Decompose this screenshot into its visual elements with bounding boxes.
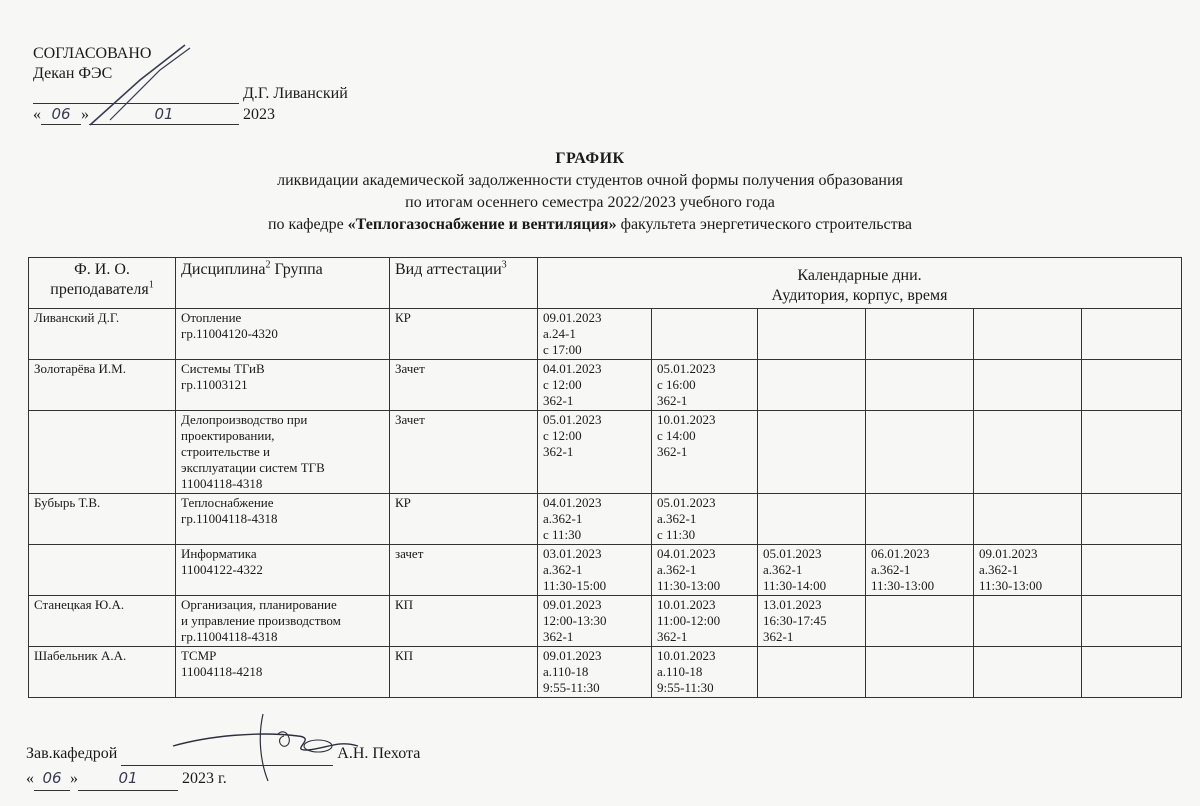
- calendar-cell: 04.01.2023 с 12:00 362-1: [538, 360, 652, 411]
- attestation-cell: зачет: [390, 545, 538, 596]
- calendar-cell: [974, 411, 1082, 494]
- date-quote-close: »: [81, 106, 89, 123]
- teacher-cell: Бубырь Т.В.: [29, 494, 176, 545]
- calendar-cell: [1082, 309, 1182, 360]
- calendar-cell: [652, 309, 758, 360]
- calendar-cell: 05.01.2023 а.362-1 11:30-14:00: [758, 545, 866, 596]
- calendar-cell: 05.01.2023 а.362-1 с 11:30: [652, 494, 758, 545]
- header-teacher: Ф. И. О. преподавателя$^1$: [29, 258, 176, 309]
- calendar-cell: 09.01.2023 а.24-1 с 17:00: [538, 309, 652, 360]
- calendar-cell: [974, 647, 1082, 698]
- table-row: [29, 360, 1182, 411]
- table-row: [29, 545, 1182, 596]
- attestation-cell: Зачет: [390, 360, 538, 411]
- table-row: [29, 596, 1182, 647]
- schedule-body: [29, 309, 1182, 698]
- teacher-cell: Ливанский Д.Г.: [29, 309, 176, 360]
- teacher-cell: Шабельник А.А.: [29, 647, 176, 698]
- discipline-cell: Делопроизводство при проектировании, строительстве и эксплуатации систем ТГВ 11004118-4318: [176, 411, 390, 494]
- discipline-cell: ТСМР 11004118-4218: [176, 647, 390, 698]
- attestation-cell: КР: [390, 494, 538, 545]
- attestation-cell: КП: [390, 647, 538, 698]
- footer-quote-close: »: [70, 770, 78, 787]
- footer-month: 01: [78, 766, 178, 791]
- approval-year: 2023: [243, 106, 275, 123]
- calendar-cell: [866, 360, 974, 411]
- header-calendar: Календарные дни. Аудитория, корпус, время: [538, 258, 1182, 309]
- document-title: [0, 148, 1180, 236]
- table-row: [29, 309, 1182, 360]
- header-attestation: Вид аттестации$^3$: [390, 258, 538, 309]
- head-label: Зав.кафедрой: [26, 745, 118, 762]
- calendar-cell: [1082, 411, 1182, 494]
- calendar-cell: [758, 360, 866, 411]
- discipline-cell: Отопление гр.11004120-4320: [176, 309, 390, 360]
- head-name: А.Н. Пехота: [337, 745, 421, 762]
- calendar-cell: [1082, 545, 1182, 596]
- calendar-cell: [866, 411, 974, 494]
- title-line3-suffix: факультета энергетического строительства: [616, 216, 913, 233]
- dean-position: Декан ФЭС: [33, 65, 113, 82]
- department-name: «Теплогазоснабжение и вентиляция»: [347, 216, 617, 233]
- table-row: [29, 494, 1182, 545]
- calendar-cell: 10.01.2023 11:00-12:00 362-1: [652, 596, 758, 647]
- title-line3: [0, 214, 1180, 236]
- calendar-cell: [866, 647, 974, 698]
- calendar-cell: [758, 309, 866, 360]
- head-signature: [168, 706, 368, 786]
- calendar-cell: [1082, 494, 1182, 545]
- discipline-cell: Организация, планирование и управление производством гр.11004118-4318: [176, 596, 390, 647]
- title-line2: по итогам осеннего семестра 2022/2023 учебного года: [405, 194, 775, 211]
- calendar-cell: [758, 411, 866, 494]
- calendar-cell: 10.01.2023 а.110-18 9:55-11:30: [652, 647, 758, 698]
- schedule-table: [28, 257, 1182, 698]
- attestation-cell: Зачет: [390, 411, 538, 494]
- calendar-cell: [974, 360, 1082, 411]
- discipline-cell: Теплоснабжение гр.11004118-4318: [176, 494, 390, 545]
- approval-label: СОГЛАСОВАНО: [33, 45, 152, 62]
- attestation-cell: КР: [390, 309, 538, 360]
- footer-quote-open: «: [26, 770, 34, 787]
- table-row: [29, 647, 1182, 698]
- calendar-cell: [758, 647, 866, 698]
- calendar-cell: [1082, 360, 1182, 411]
- calendar-cell: 05.01.2023 с 12:00 362-1: [538, 411, 652, 494]
- calendar-cell: [866, 596, 974, 647]
- calendar-cell: 03.01.2023 а.362-1 11:30-15:00: [538, 545, 652, 596]
- calendar-cell: [974, 596, 1082, 647]
- calendar-cell: [866, 494, 974, 545]
- attestation-cell: КП: [390, 596, 538, 647]
- title-line1: ликвидации академической задолженности студентов очной формы получения образования: [277, 172, 903, 189]
- calendar-cell: 05.01.2023 с 16:00 362-1: [652, 360, 758, 411]
- header-discipline: Дисциплина$^2$ Группа: [176, 258, 390, 309]
- discipline-cell: Системы ТГиВ гр.11003121: [176, 360, 390, 411]
- date-quote-open: «: [33, 106, 41, 123]
- teacher-cell: Станецкая Ю.А.: [29, 596, 176, 647]
- calendar-cell: [758, 494, 866, 545]
- footer-day: 06: [34, 766, 70, 791]
- dean-name: Д.Г. Ливанский: [243, 85, 348, 102]
- approval-month: 01: [89, 104, 239, 125]
- calendar-cell: [866, 309, 974, 360]
- calendar-cell: 10.01.2023 с 14:00 362-1: [652, 411, 758, 494]
- calendar-cell: [1082, 647, 1182, 698]
- calendar-cell: 06.01.2023 а.362-1 11:30-13:00: [866, 545, 974, 596]
- footer-year: 2023 г.: [182, 770, 227, 787]
- calendar-cell: 04.01.2023 а.362-1 с 11:30: [538, 494, 652, 545]
- calendar-cell: 04.01.2023 а.362-1 11:30-13:00: [652, 545, 758, 596]
- calendar-cell: 09.01.2023 а.362-1 11:30-13:00: [974, 545, 1082, 596]
- header-row: [29, 258, 1182, 309]
- teacher-cell: [29, 545, 176, 596]
- calendar-cell: 09.01.2023 12:00-13:30 362-1: [538, 596, 652, 647]
- title-main: ГРАФИК: [555, 150, 625, 167]
- discipline-cell: Информатика 11004122-4322: [176, 545, 390, 596]
- teacher-cell: Золотарёва И.М.: [29, 360, 176, 411]
- teacher-cell: [29, 411, 176, 494]
- calendar-cell: [974, 494, 1082, 545]
- title-line3-prefix: по кафедре: [267, 216, 348, 233]
- table-row: [29, 411, 1182, 494]
- dean-signature: [80, 40, 200, 130]
- calendar-cell: [974, 309, 1082, 360]
- calendar-cell: [1082, 596, 1182, 647]
- calendar-cell: 09.01.2023 а.110-18 9:55-11:30: [538, 647, 652, 698]
- approval-day: 06: [41, 104, 81, 125]
- calendar-cell: 13.01.2023 16:30-17:45 362-1: [758, 596, 866, 647]
